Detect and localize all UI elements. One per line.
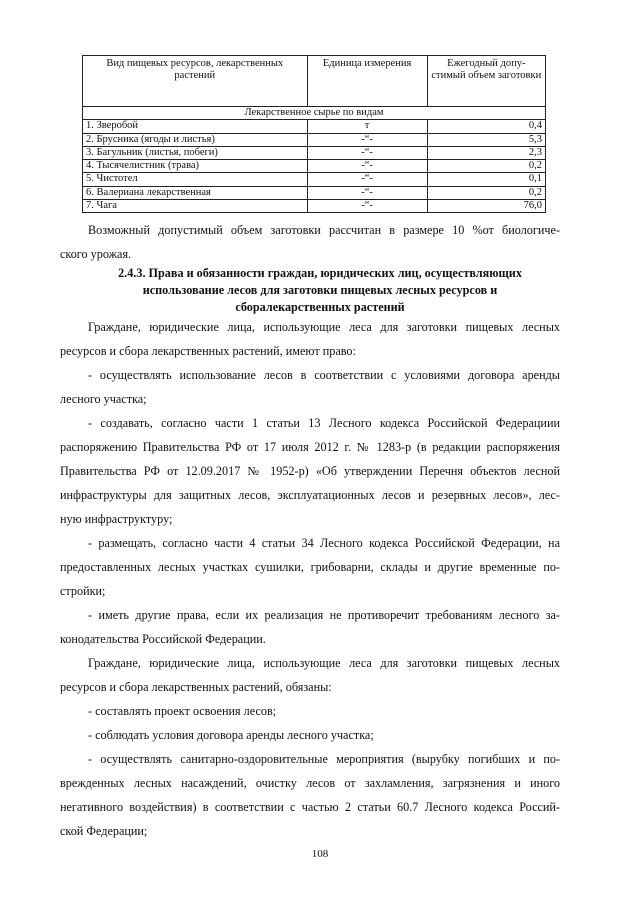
- header-resource-type: Вид пищевых ресурсов, лекарственных растений: [83, 56, 308, 107]
- row-name: 4. Тысячелистник (трава): [83, 160, 308, 173]
- row-name: 5. Чистотел: [83, 173, 308, 186]
- section-label: Лекарственное сырье по видам: [83, 107, 546, 120]
- text-line: негативного воздействия) в соответствии с частью 2 статьи 60.7 Лесного кодекса Россий-: [60, 800, 560, 814]
- text-line: ской Федерации;: [60, 824, 148, 838]
- row-unit: -“-: [307, 146, 427, 159]
- text-line: инфраструктуры для защитных лесов, эксплуатационных лесов и резервных лесов», лес-: [60, 488, 560, 502]
- row-name: 2. Брусника (ягоды и листья): [83, 133, 308, 146]
- row-name: 6. Валериана лекарственная: [83, 186, 308, 199]
- text-line: - создавать, согласно части 1 статьи 13 Лесного кодекса Российской Федерациии: [88, 416, 560, 430]
- text-line: ресурсов и сбора лекарственных растений, имеют право:: [60, 344, 356, 358]
- heading-line: сборалекарственных растений: [235, 300, 405, 314]
- row-unit: -“-: [307, 200, 427, 213]
- text-line: распоряжению Правительства РФ от 17 июля 2012 г. № 1283-р (в редакции распоряжения: [60, 440, 560, 454]
- text-line: Граждане, юридические лица, использующие леса для заготовки пищевых лесных: [88, 656, 560, 670]
- body-text: [60, 315, 560, 843]
- text-line: врежденных лесных насаждений, очистку лесов от захламления, загрязнения и иного: [60, 776, 560, 790]
- text-line: ского урожая.: [60, 247, 132, 261]
- table-section-row: [83, 107, 546, 120]
- text-line: - соблюдать условия договора аренды лесного участка;: [88, 728, 374, 742]
- text-line: лесного участка;: [60, 392, 147, 406]
- row-volume: 76,0: [427, 200, 545, 213]
- table-row: [83, 200, 546, 213]
- row-unit: т: [307, 120, 427, 133]
- section-heading: [100, 265, 540, 316]
- text-line: Возможный допустимый объем заготовки рассчитан в размере 10 %от биологиче-: [88, 223, 560, 237]
- volume-note: [60, 218, 560, 266]
- text-line: стройки;: [60, 584, 106, 598]
- text-line: предоставленных лесных участках сушилки, грибоварни, склады и другие временные по-: [60, 560, 560, 574]
- table-row: [83, 133, 546, 146]
- row-volume: 5,3: [427, 133, 545, 146]
- table-row: [83, 186, 546, 199]
- table-row: [83, 173, 546, 186]
- row-name: 1. Зверобой: [83, 120, 308, 133]
- resources-table: [82, 55, 546, 213]
- text-line: - составлять проект освоения лесов;: [88, 704, 277, 718]
- row-unit: -“-: [307, 186, 427, 199]
- row-unit: -“-: [307, 173, 427, 186]
- table-row: [83, 160, 546, 173]
- row-volume: 0,2: [427, 160, 545, 173]
- text-line: конодательства Российской Федерации.: [60, 632, 266, 646]
- header-annual-volume: Ежегодный допу- стимый объем заготовки: [427, 56, 545, 107]
- text-line: - осуществлять использование лесов в соответствии с условиями договора аренды: [88, 368, 560, 382]
- text-line: ресурсов и сбора лекарственных растений, обязаны:: [60, 680, 332, 694]
- table-header-row: [83, 56, 546, 107]
- text-line: Граждане, юридические лица, использующие леса для заготовки пищевых лесных: [88, 320, 560, 334]
- row-volume: 0,1: [427, 173, 545, 186]
- row-unit: -“-: [307, 133, 427, 146]
- header-unit: Единица измерения: [307, 56, 427, 107]
- row-volume: 2,3: [427, 146, 545, 159]
- text-line: - осуществлять санитарно-оздоровительные мероприятия (вырубку погибших и по-: [88, 752, 560, 766]
- row-name: 3. Багульник (листья, побеги): [83, 146, 308, 159]
- row-name: 7. Чага: [83, 200, 308, 213]
- table-row: [83, 146, 546, 159]
- text-line: Правительства РФ от 12.09.2017 № 1952-р) «Об утверждении Перечня объектов лесной: [60, 464, 560, 478]
- row-unit: -“-: [307, 160, 427, 173]
- text-line: - иметь другие права, если их реализация не противоречит требованиям лесного за-: [88, 608, 560, 622]
- page-number: 108: [311, 848, 329, 860]
- heading-line: 2.4.3. Права и обязанности граждан, юридических лиц, осуществляющих: [118, 266, 522, 280]
- row-volume: 0,2: [427, 186, 545, 199]
- table-row: [83, 120, 546, 133]
- text-line: - размещать, согласно части 4 статьи 34 Лесного кодекса Российской Федерации, на: [88, 536, 560, 550]
- text-line: ную инфраструктуру;: [60, 512, 173, 526]
- row-volume: 0,4: [427, 120, 545, 133]
- heading-line: использование лесов для заготовки пищевых лесных ресурсов и: [142, 283, 498, 297]
